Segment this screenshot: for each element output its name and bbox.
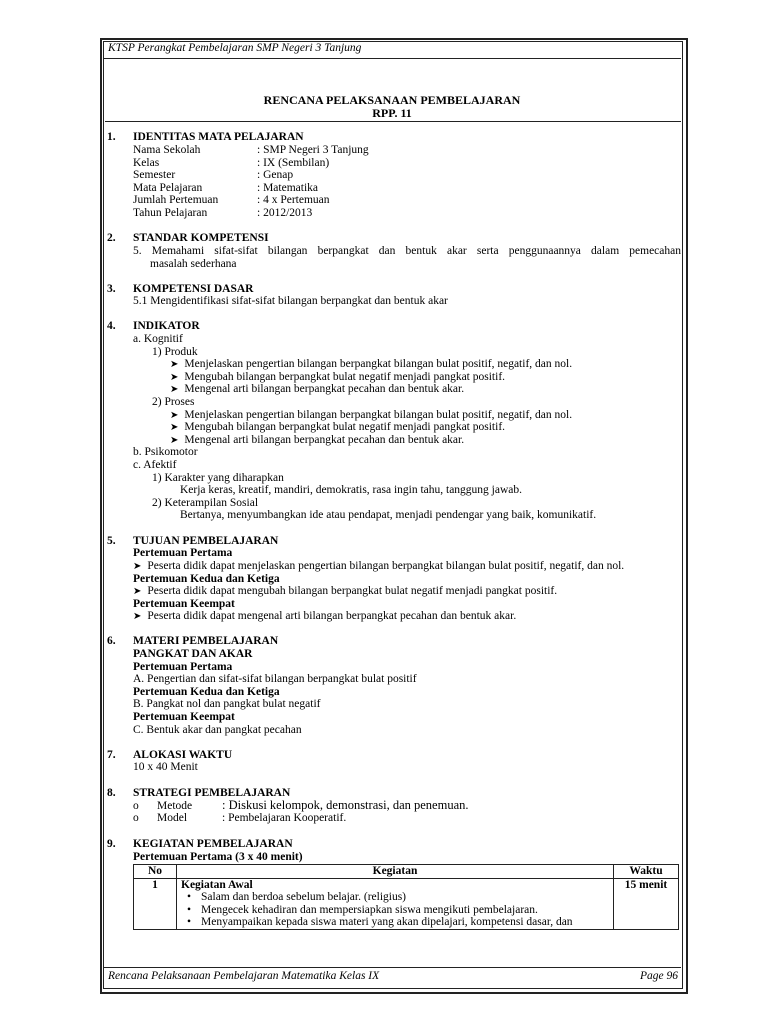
- strategy-row: [133, 800, 192, 813]
- field-value: : Diskusi kelompok, demonstrasi, dan penemuan.: [222, 798, 469, 812]
- list-item: 1) Produk: [152, 346, 198, 358]
- paragraph-line: 5. Memahami sifat-sifat bilangan berpangkat dan bentuk akar serta penggunaannya dalam pemecahan: [133, 245, 681, 257]
- column-header-kegiatan: Kegiatan: [177, 865, 614, 879]
- field-value: : Matematika: [257, 182, 318, 194]
- running-header: KTSP Perangkat Pembelajaran SMP Negeri 3 Tanjung: [108, 42, 362, 54]
- activity-title: Kegiatan Awal: [181, 878, 253, 891]
- section-heading: STANDAR KOMPETENSI: [133, 232, 269, 244]
- list-item: ➤ Mengenal arti bilangan berpangkat pecahan dan bentuk akar.: [170, 434, 465, 446]
- topic-heading: PANGKAT DAN AKAR: [133, 648, 253, 660]
- footer-divider: [103, 967, 681, 968]
- section-number: 2.: [107, 232, 116, 244]
- list-item: • Menyampaikan kepada siswa materi yang akan dipelajari, kompetensi dasar, dan: [201, 916, 609, 929]
- section-heading: TUJUAN PEMBELAJARAN: [133, 535, 279, 547]
- list-item: • Salam dan berdoa sebelum belajar. (religius): [201, 891, 609, 904]
- section-number: 6.: [107, 635, 116, 647]
- arrow-bullet-icon: ➤: [170, 410, 179, 421]
- section-heading: INDIKATOR: [133, 320, 200, 332]
- list-item: c. Afektif: [133, 459, 177, 471]
- list-item: ➤ Mengubah bilangan berpangkat bulat negatif menjadi pangkat positif.: [170, 371, 506, 383]
- field-label: Mata Pelajaran: [133, 182, 203, 194]
- circle-bullet-icon: o: [133, 812, 139, 824]
- section-number: 7.: [107, 749, 116, 761]
- running-footer: Rencana Pelaksanaan Pembelajaran Matematika Kelas IX: [108, 970, 380, 982]
- arrow-bullet-icon: ➤: [133, 586, 142, 597]
- list-item: 2) Proses: [152, 396, 195, 408]
- meeting-subheading: Pertemuan Kedua dan Ketiga: [133, 686, 280, 698]
- section-number: 5.: [107, 535, 116, 547]
- list-item: a. Kognitif: [133, 333, 183, 345]
- field-label: Metode: [157, 800, 193, 812]
- title-divider: [105, 121, 681, 122]
- section-number: 1.: [107, 131, 116, 143]
- meeting-subheading: Pertemuan Keempat: [133, 598, 235, 610]
- arrow-bullet-icon: ➤: [170, 422, 179, 433]
- section-number: 4.: [107, 320, 116, 332]
- list-item: ➤ Peserta didik dapat mengubah bilangan berpangkat bulat negatif menjadi pangkat positif.: [133, 585, 558, 597]
- section-heading: STRATEGI PEMBELAJARAN: [133, 787, 291, 799]
- circle-bullet-icon: o: [133, 800, 139, 812]
- section-heading: KEGIATAN PEMBELAJARAN: [133, 838, 293, 850]
- list-item: b. Psikomotor: [133, 446, 198, 458]
- table-header-row: [134, 865, 679, 879]
- header-divider: [103, 58, 681, 59]
- list-item: B. Pangkat nol dan pangkat bulat negatif: [133, 698, 321, 710]
- meeting-subheading: Pertemuan Pertama (3 x 40 menit): [133, 851, 303, 863]
- document-subtitle: RPP. 11: [372, 106, 412, 120]
- list-item: ➤ Peserta didik dapat mengenal arti bilangan berpangkat pecahan dan bentuk akar.: [133, 610, 517, 622]
- meeting-subheading: Pertemuan Kedua dan Ketiga: [133, 573, 280, 585]
- list-item: ➤ Peserta didik dapat menjelaskan pengertian bilangan berpangkat bilangan bulat positif, negatif, dan nol.: [133, 560, 625, 572]
- paragraph-line: Kerja keras, kreatif, mandiri, demokratis, rasa ingin tahu, tanggung jawab.: [180, 484, 523, 496]
- field-value: : 4 x Pertemuan: [257, 194, 330, 206]
- duration-cell: 15 menit: [614, 878, 679, 929]
- page-number: Page 96: [639, 970, 678, 982]
- field-label: Kelas: [133, 157, 160, 169]
- strategy-row: [133, 812, 187, 825]
- column-header-waktu: Waktu: [614, 865, 679, 879]
- list-item: ➤ Menjelaskan pengertian bilangan berpangkat bilangan bulat positif, negatif, dan nol.: [170, 358, 573, 370]
- field-value: : Pembelajaran Kooperatif.: [222, 812, 347, 824]
- activity-table: [133, 864, 679, 930]
- section-number: 3.: [107, 283, 116, 295]
- paragraph-line: 10 x 40 Menit: [133, 761, 198, 773]
- list-item: ➤ Mengenal arti bilangan berpangkat pecahan dan bentuk akar.: [170, 383, 465, 395]
- paragraph-line: Bertanya, menyumbangkan ide atau pendapat, menjadi pendengar yang baik, komunikatif.: [180, 509, 597, 521]
- arrow-bullet-icon: ➤: [170, 359, 179, 370]
- list-item: C. Bentuk akar dan pangkat pecahan: [133, 724, 302, 736]
- meeting-subheading: Pertemuan Keempat: [133, 711, 235, 723]
- activity-list: [181, 891, 609, 929]
- paragraph-line: 5.1 Mengidentifikasi sifat-sifat bilangan berpangkat dan bentuk akar: [133, 295, 448, 307]
- row-number: 1: [134, 878, 177, 929]
- section-number: 9.: [107, 838, 116, 850]
- list-item: ➤ Mengubah bilangan berpangkat bulat negatif menjadi pangkat positif.: [170, 421, 506, 433]
- field-value: : IX (Sembilan): [257, 157, 330, 169]
- arrow-bullet-icon: ➤: [170, 435, 179, 446]
- table-row: [134, 878, 679, 929]
- list-item: ➤ Menjelaskan pengertian bilangan berpangkat bilangan bulat positif, negatif, dan nol.: [170, 409, 573, 421]
- field-label: Tahun Pelajaran: [133, 207, 208, 219]
- section-heading: ALOKASI WAKTU: [133, 749, 233, 761]
- field-label: Jumlah Pertemuan: [133, 194, 219, 206]
- list-item: • Mengecek kehadiran dan mempersiapkan siswa mengikuti pembelajaran.: [201, 904, 609, 917]
- list-item: 1) Karakter yang diharapkan: [152, 472, 284, 484]
- section-heading: KOMPETENSI DASAR: [133, 283, 254, 295]
- arrow-bullet-icon: ➤: [170, 384, 179, 395]
- arrow-bullet-icon: ➤: [133, 561, 142, 572]
- section-number: 8.: [107, 787, 116, 799]
- list-item: A. Pengertian dan sifat-sifat bilangan berpangkat bulat positif: [133, 673, 417, 685]
- meeting-subheading: Pertemuan Pertama: [133, 547, 233, 559]
- field-label: Semester: [133, 169, 176, 181]
- field-value: : Genap: [257, 169, 294, 181]
- field-value: : 2012/2013: [257, 207, 313, 219]
- list-item: 2) Keterampilan Sosial: [152, 497, 259, 509]
- field-label: Model: [157, 812, 188, 824]
- meeting-subheading: Pertemuan Pertama: [133, 661, 233, 673]
- field-label: Nama Sekolah: [133, 144, 201, 156]
- section-heading: IDENTITAS MATA PELAJARAN: [133, 131, 304, 143]
- paragraph-line: masalah sederhana: [150, 258, 237, 270]
- section-heading: MATERI PEMBELAJARAN: [133, 635, 279, 647]
- field-value: : SMP Negeri 3 Tanjung: [257, 144, 369, 156]
- arrow-bullet-icon: ➤: [170, 372, 179, 383]
- document-title: RENCANA PELAKSANAAN PEMBELAJARAN: [263, 93, 521, 107]
- column-header-no: No: [134, 865, 177, 879]
- activity-cell: [177, 878, 614, 929]
- arrow-bullet-icon: ➤: [133, 611, 142, 622]
